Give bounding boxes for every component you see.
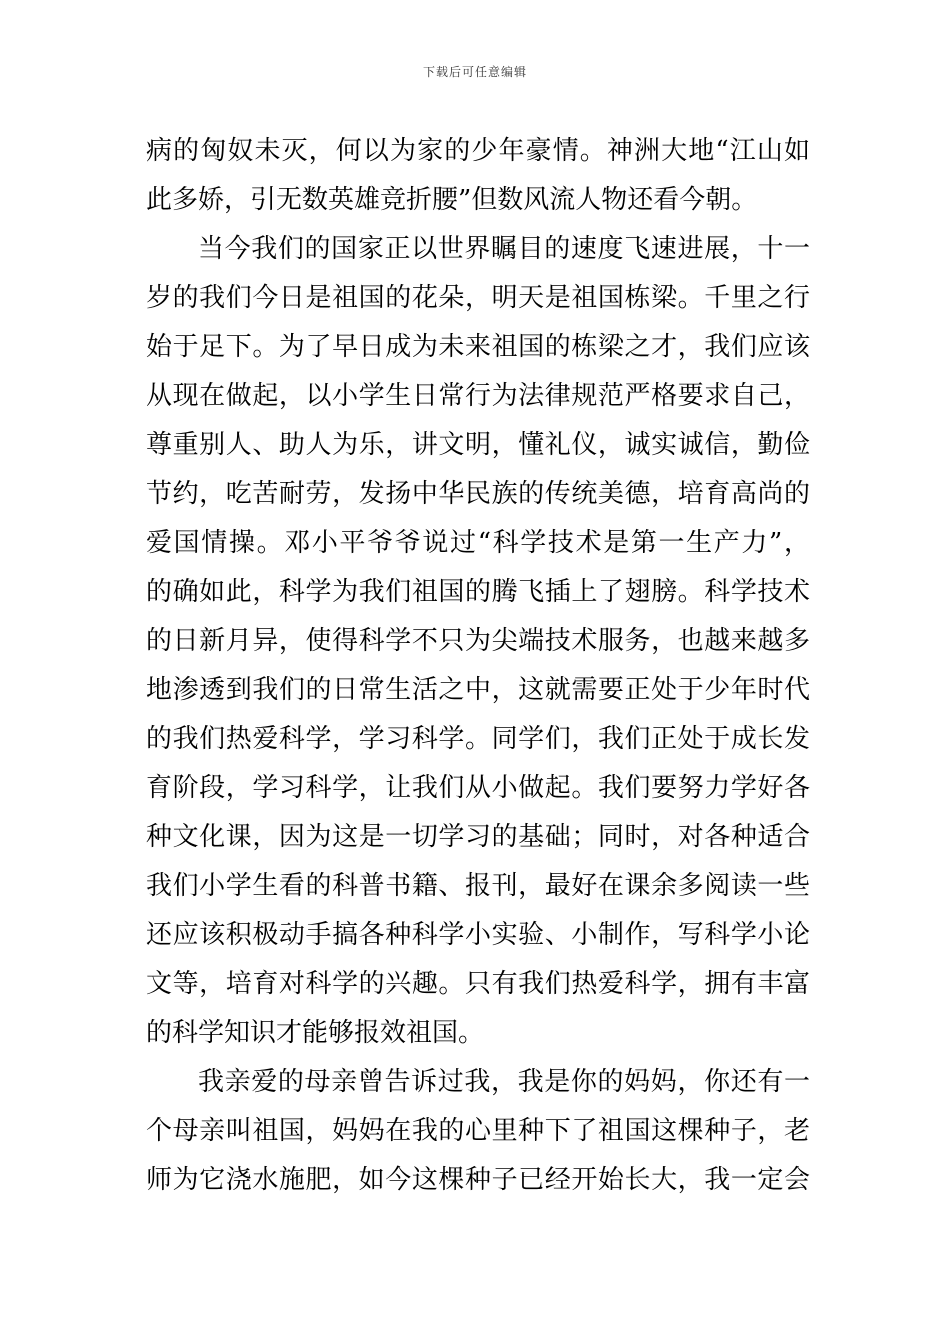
text-line: 从现在做起，以小学生日常行为法律规范严格要求自己， <box>146 381 810 411</box>
text-line: 节约，吃苦耐劳，发扬中华民族的传统美德，培育高尚的 <box>146 479 810 509</box>
body-text <box>146 127 810 1205</box>
text-line: 岁的我们今日是祖国的花朵，明天是祖国栋梁。千里之行 <box>146 283 810 313</box>
text-line: 病的匈奴未灭，何以为家的少年豪情。神洲大地“江山如 <box>146 136 810 166</box>
text-line: 我亲爱的母亲曾告诉过我，我是你的妈妈，你还有一 <box>198 1067 810 1097</box>
text-line: 此多娇，引无数英雄竞折腰”但数风流人物还看今朝。 <box>146 185 758 215</box>
text-line: 的科学知识才能够报效祖国。 <box>146 1018 485 1048</box>
page-header: 下载后可任意编辑 <box>422 65 527 79</box>
text-line: 地渗透到我们的日常生活之中，这就需要正处于少年时代 <box>146 675 810 705</box>
text-line: 尊重别人、助人为乐，讲文明，懂礼仪，诚实诚信，勤俭 <box>146 430 810 460</box>
paragraph-1 <box>146 127 810 225</box>
text-line: 还应该积极动手搞各种科学小实验、小制作，写科学小论 <box>146 920 810 950</box>
paragraph-2 <box>146 225 810 1058</box>
text-line: 始于足下。为了早日成为未来祖国的栋梁之才，我们应该 <box>146 332 810 362</box>
text-line: 的我们热爱科学，学习科学。同学们，我们正处于成长发 <box>146 724 810 754</box>
text-line: 我们小学生看的科普书籍、报刊，最好在课余多阅读一些 <box>146 871 810 901</box>
text-line: 种文化课，因为这是一切学习的基础；同时，对各种适合 <box>146 822 810 852</box>
text-line: 的确如此，科学为我们祖国的腾飞插上了翅膀。科学技术 <box>146 577 810 607</box>
paragraph-3 <box>146 1058 810 1205</box>
text-line: 文等，培育对科学的兴趣。只有我们热爱科学，拥有丰富 <box>146 969 810 999</box>
text-line: 当今我们的国家正以世界瞩目的速度飞速进展，十一 <box>198 234 810 264</box>
text-line: 爱国情操。邓小平爷爷说过“科学技术是第一生产力”， <box>146 528 810 558</box>
text-line: 个母亲叫祖国，妈妈在我的心里种下了祖国这棵种子，老 <box>146 1116 810 1146</box>
text-line: 育阶段，学习科学，让我们从小做起。我们要努力学好各 <box>146 773 810 803</box>
text-line: 的日新月异，使得科学不只为尖端技术服务，也越来越多 <box>146 626 810 656</box>
text-line: 师为它浇水施肥，如今这棵种子已经开始长大，我一定会 <box>146 1165 810 1195</box>
